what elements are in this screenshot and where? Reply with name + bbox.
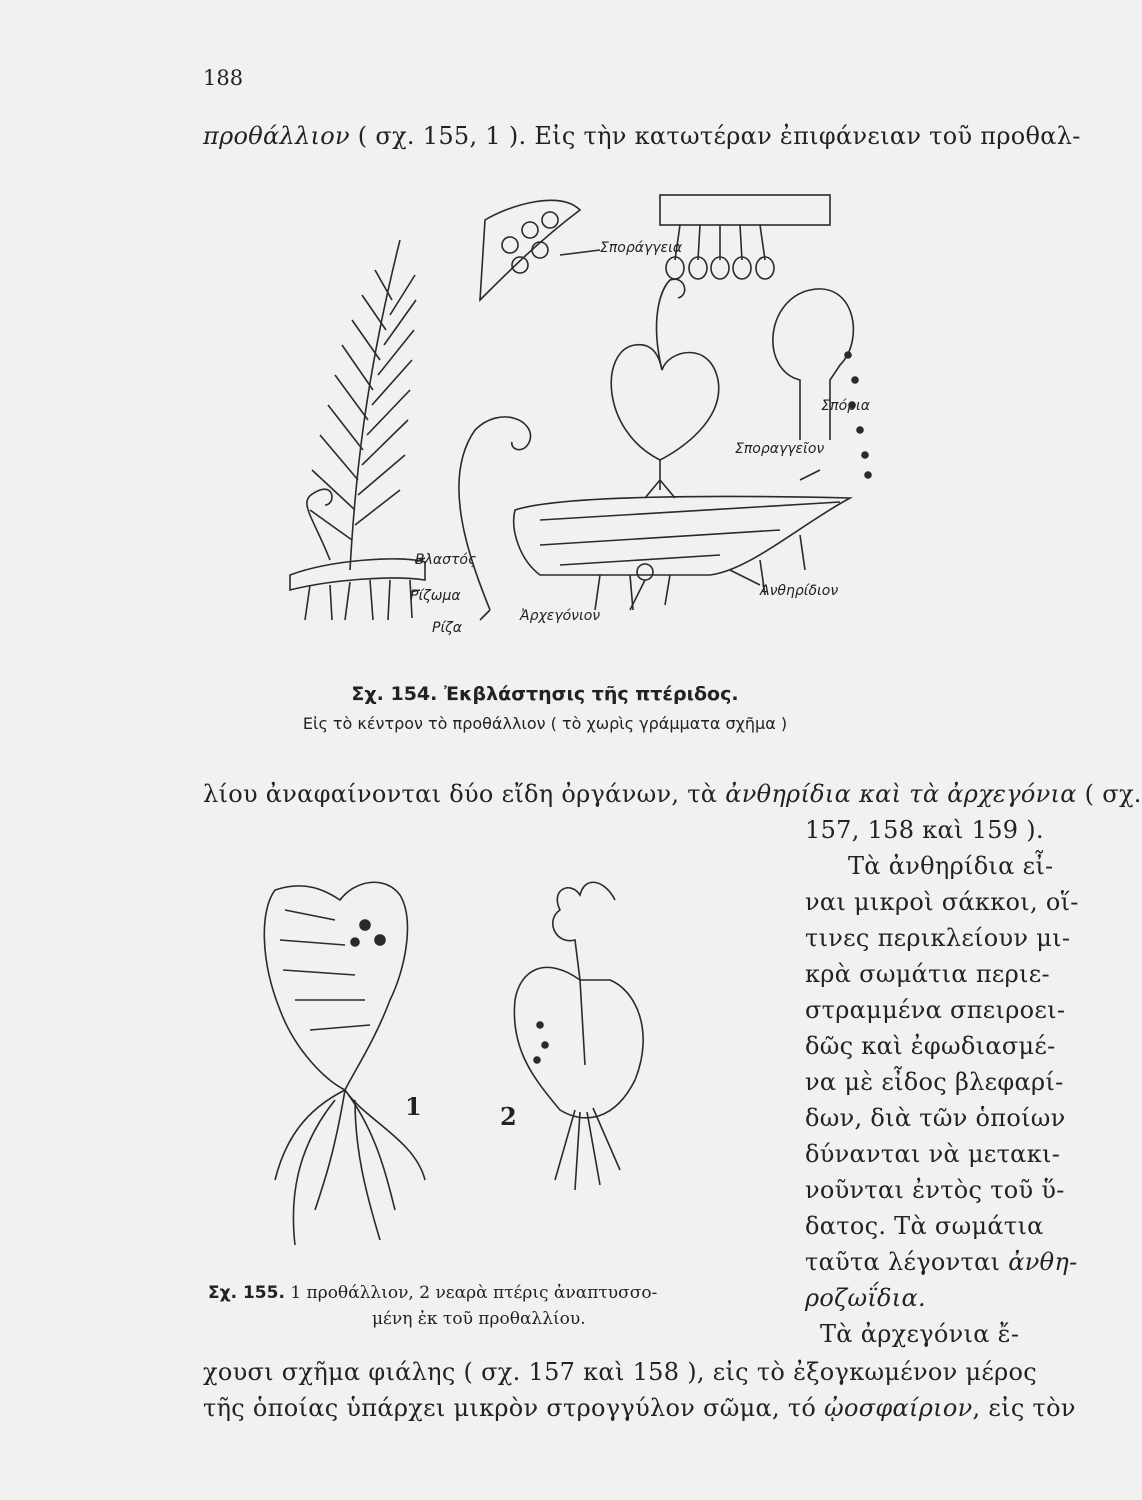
text-line-1: λίου ἀναφαίνονται δύο εἴδη ὀργάνων, τὰ ἀνθηρίδια καὶ τὰ ἀρχεγόνια ( σχ. [203, 780, 1142, 808]
text-line-4: ναι μικροὶ σάκκοι, οἵ- [805, 888, 1079, 916]
label-shoot: Βλαστός [415, 552, 477, 568]
intro-rest: ( σχ. 155, 1 ). Εἰς τὴν κατωτέραν ἐπιφάνειαν τοῦ προθαλ- [349, 122, 1081, 150]
label-sporangia: Σποράγγεια [600, 240, 683, 256]
label-root: Ρίζα [432, 620, 463, 636]
rhizome-drawing [290, 559, 425, 620]
page-number: 188 [203, 66, 244, 90]
text-line-13: δατος. Τὰ σωμάτια [805, 1212, 1044, 1240]
figure-155-prothallium-and-young-fern [215, 850, 655, 1270]
figure-155-caption-label: Σχ. 155. [208, 1283, 285, 1303]
text-line-11: δύνανται νὰ μετακι- [805, 1140, 1061, 1168]
prothallium-drawing-1 [264, 882, 425, 1245]
figure-154-caption-subtitle: Εἰς τὸ κέντρον τὸ προθάλλιον ( τὸ χωρὶς γράμματα σχῆμα ) [302, 714, 788, 733]
figure-154-fern-germination [240, 180, 880, 650]
text-line-7: στραμμένα σπειροει- [805, 996, 1066, 1024]
text-line-6: κρὰ σωμάτια περιε- [805, 960, 1050, 988]
text-line-2: 157, 158 καὶ 159 ). [805, 816, 1044, 844]
young-fern-drawing-2 [514, 882, 643, 1190]
label-rhizome: Ρίζωμα [410, 588, 461, 604]
label-sporangium: Σποραγγεῖον [735, 441, 825, 457]
figure-155-number-1: 1 [405, 1092, 422, 1121]
text-line-8: δῶς καὶ ἐφωδιασμέ- [805, 1032, 1056, 1060]
figure-155-number-2: 2 [500, 1102, 517, 1131]
term-prothallium: προθάλλιον [203, 122, 350, 150]
text-line-9: να μὲ εἶδος βλεφαρί- [805, 1068, 1064, 1096]
text-line-16: Τὰ ἀρχεγόνια ἔ- [820, 1320, 1020, 1348]
fern-frond-drawing [307, 240, 416, 570]
text-line-intro [203, 122, 1081, 150]
text-line-15: ροζωΐδια. [805, 1284, 926, 1312]
figure-155-caption-line-1: Σχ. 155. 1 προθάλλιον, 2 νεαρὰ πτέρις ἀναπτυσσο- [208, 1283, 658, 1303]
label-spores: Σπόρια [821, 398, 870, 414]
heart-prothallium-drawing [611, 279, 718, 498]
fiddlehead-drawing [459, 417, 531, 610]
text-line-5: τινες περικλείουν μι- [805, 924, 1071, 952]
label-antheridium: Ἀνθηρίδιον [760, 583, 839, 599]
text-line-3: Τὰ ἀνθηρίδια εἶ- [848, 852, 1054, 880]
text-line-18: τῆς ὁποίας ὑπάρχει μικρὸν στρογγύλον σῶμα, τό ᾠοσφαίριον, εἰς τὸν [203, 1394, 1076, 1422]
sporangia-row-drawing [660, 195, 830, 279]
text-line-14: ταῦτα λέγονται ἀνθη- [805, 1248, 1078, 1276]
text-line-12: νοῦνται ἐντὸς τοῦ ὕ- [805, 1176, 1065, 1204]
figure-154-caption-title: Σχ. 154. Ἐκβλάστησις τῆς πτέριδος. [351, 683, 739, 705]
sori-detail-drawing [480, 200, 580, 300]
text-line-10: δων, διὰ τῶν ὁποίων [805, 1104, 1066, 1132]
label-archegonium: Ἀρχεγόνιον [520, 608, 601, 624]
figure-155-caption-line-2: μένη ἐκ τοῦ προθαλλίου. [372, 1309, 586, 1329]
text-line-17: χουσι σχῆμα φιάλης ( σχ. 157 καὶ 158 ), εἰς τὸ ἐξογκωμένον μέρος [203, 1358, 1037, 1386]
